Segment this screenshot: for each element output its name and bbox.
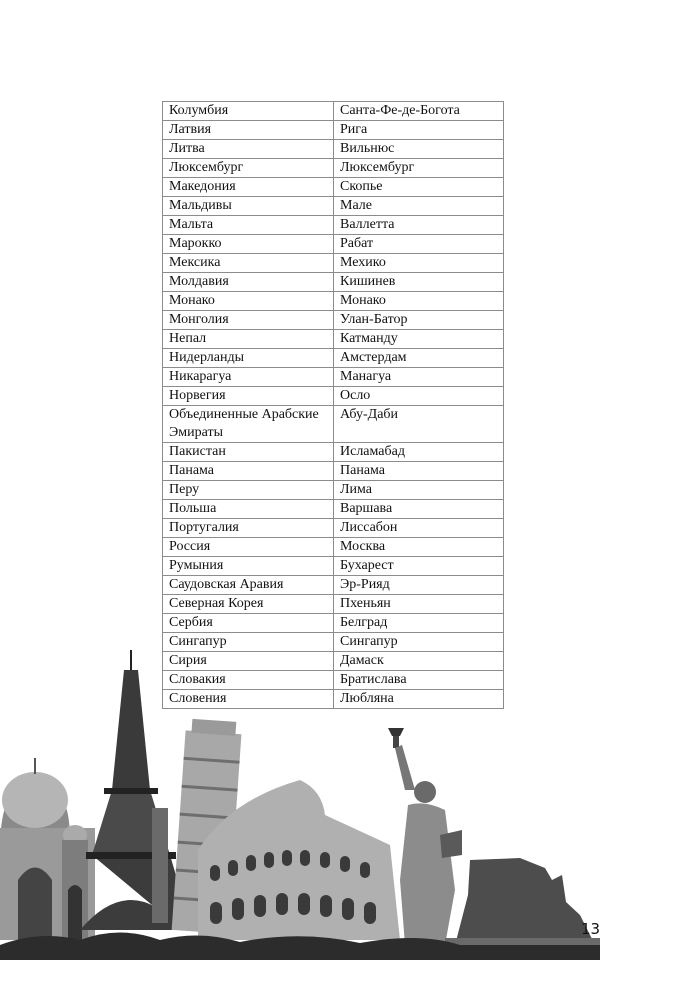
capital-cell: Любляна [334, 690, 504, 709]
table-row [163, 557, 504, 576]
monument-valley-butte-image [445, 858, 600, 952]
country-cell: Румыния [163, 557, 334, 576]
country-cell: Литва [163, 140, 334, 159]
table-row [163, 519, 504, 538]
table-row [163, 178, 504, 197]
capital-cell: Катманду [334, 330, 504, 349]
table-row [163, 614, 504, 633]
country-cell: Никарагуа [163, 368, 334, 387]
table-row [163, 387, 504, 406]
capital-cell: Сингапур [334, 633, 504, 652]
table-row [163, 595, 504, 614]
country-cell: Монако [163, 292, 334, 311]
country-cell: Панама [163, 462, 334, 481]
table-row [163, 292, 504, 311]
capital-cell: Рига [334, 121, 504, 140]
country-cell: Мексика [163, 254, 334, 273]
capital-cell: Валлетта [334, 216, 504, 235]
table-row [163, 102, 504, 121]
country-cell: Польша [163, 500, 334, 519]
world-landmarks-illustration [0, 640, 600, 960]
capital-cell: Бухарест [334, 557, 504, 576]
capital-cell: Лиссабон [334, 519, 504, 538]
capital-cell: Мале [334, 197, 504, 216]
capital-cell: Манагуа [334, 368, 504, 387]
capital-cell: Скопье [334, 178, 504, 197]
country-cell: Сербия [163, 614, 334, 633]
table-row [163, 235, 504, 254]
country-cell: Россия [163, 538, 334, 557]
capital-cell: Люксембург [334, 159, 504, 178]
country-cell: Португалия [163, 519, 334, 538]
capital-cell: Варшава [334, 500, 504, 519]
country-cell: Люксембург [163, 159, 334, 178]
country-cell: Колумбия [163, 102, 334, 121]
country-cell: Монголия [163, 311, 334, 330]
table-row [163, 273, 504, 292]
capital-cell: Пхеньян [334, 595, 504, 614]
table-row [163, 140, 504, 159]
table-row [163, 311, 504, 330]
table-row [163, 349, 504, 368]
table-row [163, 462, 504, 481]
country-cell: Молдавия [163, 273, 334, 292]
statue-of-liberty-image [388, 728, 462, 945]
country-cell: Словакия [163, 671, 334, 690]
country-cell: Норвегия [163, 387, 334, 406]
capital-cell: Москва [334, 538, 504, 557]
country-cell: Пакистан [163, 443, 334, 462]
table-row [163, 197, 504, 216]
table-row [163, 159, 504, 178]
country-cell: Сирия [163, 652, 334, 671]
capital-cell: Дамаск [334, 652, 504, 671]
country-cell: Северная Корея [163, 595, 334, 614]
table-row [163, 121, 504, 140]
table-row [163, 406, 504, 443]
country-cell: Сингапур [163, 633, 334, 652]
capital-cell: Амстердам [334, 349, 504, 368]
country-cell: Латвия [163, 121, 334, 140]
country-cell: Марокко [163, 235, 334, 254]
table-row [163, 443, 504, 462]
country-capital-table [162, 101, 504, 709]
country-cell: Нидерланды [163, 349, 334, 368]
capital-cell: Братислава [334, 671, 504, 690]
table-row [163, 576, 504, 595]
country-cell: Непал [163, 330, 334, 349]
capital-cell: Монако [334, 292, 504, 311]
table-row [163, 330, 504, 349]
country-cell: Мальдивы [163, 197, 334, 216]
capital-cell: Вильнюс [334, 140, 504, 159]
capital-cell: Абу-Даби [334, 406, 504, 443]
table-row [163, 481, 504, 500]
country-cell: Словения [163, 690, 334, 709]
capital-cell: Лима [334, 481, 504, 500]
country-cell: Перу [163, 481, 334, 500]
table-body [163, 102, 504, 709]
capital-cell: Мехико [334, 254, 504, 273]
capital-cell: Белград [334, 614, 504, 633]
capital-cell: Эр-Рияд [334, 576, 504, 595]
capital-cell: Панама [334, 462, 504, 481]
table-row [163, 368, 504, 387]
country-cell: Саудовская Аравия [163, 576, 334, 595]
table-row [163, 500, 504, 519]
country-cell: Македония [163, 178, 334, 197]
capital-cell: Исламабад [334, 443, 504, 462]
table-row [163, 538, 504, 557]
table-row [163, 216, 504, 235]
taj-mahal-image [0, 758, 95, 940]
capital-cell: Осло [334, 387, 504, 406]
country-cell: Объединенные Арабские Эмираты [163, 406, 334, 443]
minaret-image [152, 808, 168, 923]
capital-cell: Кишинев [334, 273, 504, 292]
country-cell: Мальта [163, 216, 334, 235]
table-row [163, 254, 504, 273]
capital-cell: Рабат [334, 235, 504, 254]
capital-cell: Санта-Фе-де-Богота [334, 102, 504, 121]
page-number: 13 [581, 920, 601, 938]
capital-cell: Улан-Батор [334, 311, 504, 330]
